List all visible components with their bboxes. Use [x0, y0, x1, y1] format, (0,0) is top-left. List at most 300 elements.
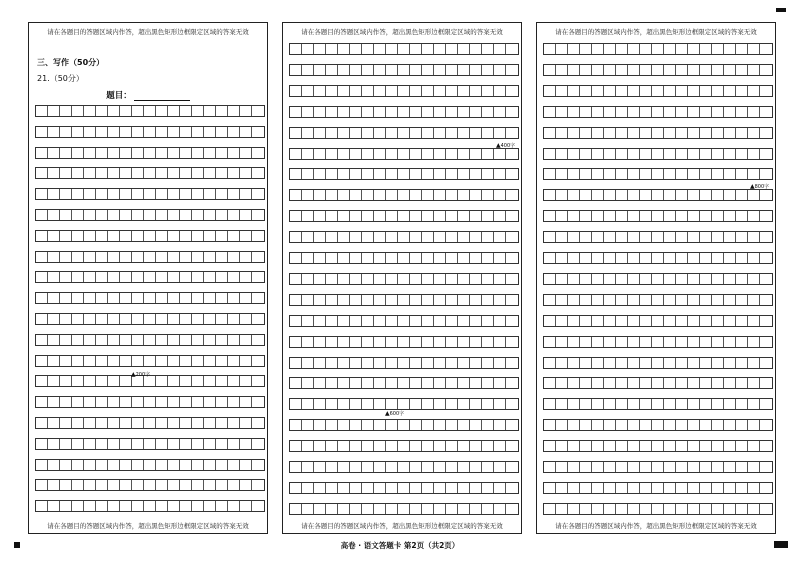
grid-cell[interactable] [216, 376, 228, 386]
grid-cell[interactable] [748, 483, 760, 493]
grid-cell[interactable] [700, 316, 712, 326]
grid-cell[interactable] [652, 295, 664, 305]
grid-cell[interactable] [350, 441, 362, 451]
grid-cell[interactable] [700, 274, 712, 284]
grid-cell[interactable] [156, 293, 168, 303]
grid-cell[interactable] [108, 189, 120, 199]
grid-cell[interactable] [506, 420, 518, 430]
grid-cell[interactable] [326, 504, 338, 514]
grid-row[interactable] [35, 105, 265, 117]
grid-cell[interactable] [374, 169, 386, 179]
grid-cell[interactable] [652, 504, 664, 514]
grid-cell[interactable] [48, 314, 60, 324]
grid-cell[interactable] [314, 169, 326, 179]
grid-cell[interactable] [180, 356, 192, 366]
grid-cell[interactable] [156, 272, 168, 282]
grid-cell[interactable] [664, 483, 676, 493]
grid-cell[interactable] [216, 335, 228, 345]
grid-cell[interactable] [156, 376, 168, 386]
grid-cell[interactable] [604, 504, 616, 514]
grid-cell[interactable] [652, 86, 664, 96]
grid-cell[interactable] [120, 148, 132, 158]
grid-cell[interactable] [72, 376, 84, 386]
grid-cell[interactable] [326, 128, 338, 138]
grid-cell[interactable] [544, 190, 556, 200]
grid-cell[interactable] [240, 148, 252, 158]
grid-cell[interactable] [338, 149, 350, 159]
grid-cell[interactable] [168, 418, 180, 428]
grid-cell[interactable] [108, 168, 120, 178]
grid-cell[interactable] [470, 337, 482, 347]
grid-cell[interactable] [580, 274, 592, 284]
grid-cell[interactable] [748, 190, 760, 200]
grid-cell[interactable] [168, 314, 180, 324]
grid-cell[interactable] [494, 316, 506, 326]
grid-cell[interactable] [446, 253, 458, 263]
grid-cell[interactable] [700, 504, 712, 514]
grid-cell[interactable] [676, 504, 688, 514]
grid-cell[interactable] [216, 127, 228, 137]
grid-cell[interactable] [374, 358, 386, 368]
grid-cell[interactable] [760, 107, 772, 117]
grid-cell[interactable] [180, 335, 192, 345]
grid-cell[interactable] [592, 149, 604, 159]
grid-cell[interactable] [494, 253, 506, 263]
grid-cell[interactable] [144, 210, 156, 220]
grid-cell[interactable] [204, 376, 216, 386]
grid-cell[interactable] [386, 211, 398, 221]
grid-cell[interactable] [240, 480, 252, 490]
grid-cell[interactable] [60, 148, 72, 158]
grid-cell[interactable] [362, 316, 374, 326]
grid-cell[interactable] [458, 483, 470, 493]
grid-cell[interactable] [96, 418, 108, 428]
grid-cell[interactable] [72, 272, 84, 282]
grid-cell[interactable] [314, 65, 326, 75]
grid-cell[interactable] [192, 376, 204, 386]
grid-cell[interactable] [458, 337, 470, 347]
grid-cell[interactable] [434, 504, 446, 514]
grid-cell[interactable] [216, 418, 228, 428]
grid-cell[interactable] [362, 149, 374, 159]
grid-cell[interactable] [748, 128, 760, 138]
grid-cell[interactable] [350, 169, 362, 179]
grid-cell[interactable] [494, 65, 506, 75]
grid-cell[interactable] [422, 128, 434, 138]
grid-cell[interactable] [386, 441, 398, 451]
grid-cell[interactable] [712, 128, 724, 138]
grid-cell[interactable] [180, 293, 192, 303]
grid-cell[interactable] [302, 295, 314, 305]
grid-cell[interactable] [482, 420, 494, 430]
grid-cell[interactable] [252, 272, 264, 282]
grid-cell[interactable] [350, 149, 362, 159]
grid-cell[interactable] [326, 169, 338, 179]
grid-cell[interactable] [290, 44, 302, 54]
grid-cell[interactable] [84, 356, 96, 366]
grid-cell[interactable] [422, 65, 434, 75]
grid-cell[interactable] [410, 86, 422, 96]
grid-cell[interactable] [748, 399, 760, 409]
grid-cell[interactable] [688, 358, 700, 368]
grid-cell[interactable] [96, 127, 108, 137]
grid-cell[interactable] [700, 190, 712, 200]
grid-cell[interactable] [568, 358, 580, 368]
grid-cell[interactable] [736, 65, 748, 75]
grid-cell[interactable] [216, 148, 228, 158]
grid-cell[interactable] [290, 169, 302, 179]
grid-cell[interactable] [398, 44, 410, 54]
grid-cell[interactable] [252, 460, 264, 470]
grid-cell[interactable] [156, 418, 168, 428]
grid-cell[interactable] [470, 86, 482, 96]
grid-cell[interactable] [712, 378, 724, 388]
grid-row[interactable] [543, 482, 773, 494]
grid-cell[interactable] [652, 211, 664, 221]
grid-row[interactable] [35, 251, 265, 263]
grid-cell[interactable] [506, 65, 518, 75]
grid-cell[interactable] [544, 441, 556, 451]
grid-cell[interactable] [144, 501, 156, 511]
grid-cell[interactable] [60, 480, 72, 490]
grid-cell[interactable] [120, 293, 132, 303]
grid-cell[interactable] [700, 253, 712, 263]
grid-cell[interactable] [604, 211, 616, 221]
grid-row[interactable] [289, 64, 519, 76]
grid-cell[interactable] [760, 358, 772, 368]
grid-cell[interactable] [290, 190, 302, 200]
grid-cell[interactable] [494, 86, 506, 96]
grid-cell[interactable] [700, 86, 712, 96]
grid-cell[interactable] [374, 128, 386, 138]
grid-cell[interactable] [640, 44, 652, 54]
grid-cell[interactable] [96, 252, 108, 262]
grid-cell[interactable] [314, 190, 326, 200]
grid-cell[interactable] [290, 483, 302, 493]
grid-cell[interactable] [108, 439, 120, 449]
grid-cell[interactable] [616, 504, 628, 514]
grid-cell[interactable] [144, 480, 156, 490]
grid-cell[interactable] [760, 44, 772, 54]
grid-cell[interactable] [36, 314, 48, 324]
grid-cell[interactable] [580, 128, 592, 138]
grid-cell[interactable] [736, 420, 748, 430]
grid-cell[interactable] [422, 44, 434, 54]
grid-cell[interactable] [386, 253, 398, 263]
grid-cell[interactable] [664, 337, 676, 347]
grid-cell[interactable] [386, 420, 398, 430]
grid-row[interactable] [543, 64, 773, 76]
grid-cell[interactable] [688, 128, 700, 138]
grid-cell[interactable] [604, 232, 616, 242]
grid-cell[interactable] [760, 232, 772, 242]
grid-cell[interactable] [302, 399, 314, 409]
grid-cell[interactable] [386, 399, 398, 409]
grid-cell[interactable] [736, 504, 748, 514]
grid-cell[interactable] [616, 462, 628, 472]
grid-cell[interactable] [688, 462, 700, 472]
grid-cell[interactable] [326, 149, 338, 159]
grid-cell[interactable] [494, 441, 506, 451]
grid-cell[interactable] [652, 316, 664, 326]
grid-cell[interactable] [568, 190, 580, 200]
grid-cell[interactable] [314, 504, 326, 514]
grid-cell[interactable] [446, 504, 458, 514]
grid-cell[interactable] [216, 231, 228, 241]
grid-cell[interactable] [724, 107, 736, 117]
grid-row[interactable] [35, 417, 265, 429]
grid-cell[interactable] [108, 356, 120, 366]
grid-row[interactable] [35, 147, 265, 159]
grid-cell[interactable] [748, 65, 760, 75]
grid-cell[interactable] [652, 378, 664, 388]
grid-cell[interactable] [192, 252, 204, 262]
grid-cell[interactable] [712, 86, 724, 96]
grid-cell[interactable] [470, 316, 482, 326]
grid-cell[interactable] [252, 397, 264, 407]
grid-cell[interactable] [156, 397, 168, 407]
grid-cell[interactable] [422, 504, 434, 514]
grid-cell[interactable] [180, 397, 192, 407]
grid-cell[interactable] [398, 107, 410, 117]
grid-cell[interactable] [374, 253, 386, 263]
grid-cell[interactable] [712, 483, 724, 493]
grid-cell[interactable] [302, 232, 314, 242]
grid-cell[interactable] [290, 316, 302, 326]
grid-cell[interactable] [108, 293, 120, 303]
grid-cell[interactable] [568, 107, 580, 117]
grid-cell[interactable] [216, 168, 228, 178]
grid-cell[interactable] [84, 480, 96, 490]
grid-cell[interactable] [556, 169, 568, 179]
grid-cell[interactable] [302, 190, 314, 200]
grid-cell[interactable] [724, 420, 736, 430]
grid-cell[interactable] [72, 168, 84, 178]
grid-cell[interactable] [96, 376, 108, 386]
grid-cell[interactable] [60, 168, 72, 178]
grid-cell[interactable] [640, 378, 652, 388]
grid-cell[interactable] [700, 337, 712, 347]
grid-cell[interactable] [216, 293, 228, 303]
grid-cell[interactable] [604, 337, 616, 347]
grid-cell[interactable] [736, 337, 748, 347]
grid-cell[interactable] [386, 128, 398, 138]
grid-cell[interactable] [132, 127, 144, 137]
grid-cell[interactable] [410, 504, 422, 514]
grid-cell[interactable] [580, 44, 592, 54]
grid-cell[interactable] [482, 149, 494, 159]
grid-cell[interactable] [338, 86, 350, 96]
grid-row[interactable] [543, 357, 773, 369]
grid-cell[interactable] [628, 211, 640, 221]
grid-cell[interactable] [580, 253, 592, 263]
grid-cell[interactable] [676, 232, 688, 242]
grid-cell[interactable] [544, 378, 556, 388]
grid-cell[interactable] [144, 439, 156, 449]
grid-cell[interactable] [592, 65, 604, 75]
grid-cell[interactable] [676, 253, 688, 263]
grid-cell[interactable] [144, 189, 156, 199]
grid-cell[interactable] [156, 356, 168, 366]
essay-title-blank[interactable] [134, 91, 190, 101]
grid-cell[interactable] [688, 44, 700, 54]
grid-cell[interactable] [120, 439, 132, 449]
grid-cell[interactable] [544, 462, 556, 472]
grid-cell[interactable] [290, 378, 302, 388]
grid-cell[interactable] [556, 295, 568, 305]
grid-cell[interactable] [556, 337, 568, 347]
grid-cell[interactable] [422, 253, 434, 263]
grid-cell[interactable] [326, 483, 338, 493]
grid-cell[interactable] [724, 378, 736, 388]
grid-cell[interactable] [676, 441, 688, 451]
grid-cell[interactable] [240, 168, 252, 178]
grid-cell[interactable] [290, 211, 302, 221]
grid-cell[interactable] [168, 439, 180, 449]
grid-cell[interactable] [314, 399, 326, 409]
grid-cell[interactable] [48, 418, 60, 428]
grid-cell[interactable] [458, 169, 470, 179]
grid-cell[interactable] [470, 358, 482, 368]
grid-cell[interactable] [96, 314, 108, 324]
grid-cell[interactable] [350, 107, 362, 117]
grid-cell[interactable] [482, 107, 494, 117]
grid-cell[interactable] [180, 106, 192, 116]
grid-cell[interactable] [506, 295, 518, 305]
grid-cell[interactable] [144, 356, 156, 366]
grid-cell[interactable] [350, 504, 362, 514]
grid-cell[interactable] [506, 337, 518, 347]
grid-cell[interactable] [652, 128, 664, 138]
grid-row[interactable] [543, 273, 773, 285]
grid-cell[interactable] [84, 439, 96, 449]
grid-cell[interactable] [192, 168, 204, 178]
grid-cell[interactable] [386, 107, 398, 117]
grid-cell[interactable] [410, 420, 422, 430]
grid-cell[interactable] [652, 149, 664, 159]
grid-cell[interactable] [216, 397, 228, 407]
grid-cell[interactable] [410, 232, 422, 242]
grid-cell[interactable] [748, 44, 760, 54]
grid-cell[interactable] [580, 232, 592, 242]
grid-cell[interactable] [290, 441, 302, 451]
grid-cell[interactable] [302, 149, 314, 159]
grid-row[interactable] [289, 294, 519, 306]
grid-cell[interactable] [434, 44, 446, 54]
grid-cell[interactable] [700, 169, 712, 179]
grid-cell[interactable] [374, 316, 386, 326]
grid-row[interactable] [543, 315, 773, 327]
grid-cell[interactable] [240, 189, 252, 199]
grid-cell[interactable] [84, 376, 96, 386]
grid-row[interactable] [289, 503, 519, 515]
grid-cell[interactable] [96, 356, 108, 366]
grid-cell[interactable] [688, 504, 700, 514]
grid-cell[interactable] [398, 378, 410, 388]
grid-cell[interactable] [132, 168, 144, 178]
grid-cell[interactable] [482, 232, 494, 242]
grid-cell[interactable] [568, 378, 580, 388]
grid-cell[interactable] [72, 210, 84, 220]
grid-cell[interactable] [144, 168, 156, 178]
grid-cell[interactable] [676, 337, 688, 347]
grid-cell[interactable] [338, 190, 350, 200]
grid-cell[interactable] [676, 149, 688, 159]
grid-cell[interactable] [168, 168, 180, 178]
grid-cell[interactable] [580, 399, 592, 409]
grid-cell[interactable] [84, 418, 96, 428]
grid-cell[interactable] [72, 460, 84, 470]
grid-cell[interactable] [592, 483, 604, 493]
grid-cell[interactable] [422, 462, 434, 472]
grid-cell[interactable] [168, 252, 180, 262]
grid-cell[interactable] [616, 295, 628, 305]
grid-cell[interactable] [556, 65, 568, 75]
grid-cell[interactable] [180, 460, 192, 470]
grid-cell[interactable] [350, 378, 362, 388]
grid-cell[interactable] [36, 418, 48, 428]
grid-cell[interactable] [120, 168, 132, 178]
grid-cell[interactable] [604, 65, 616, 75]
grid-cell[interactable] [700, 378, 712, 388]
grid-cell[interactable] [192, 418, 204, 428]
grid-cell[interactable] [108, 480, 120, 490]
grid-cell[interactable] [760, 169, 772, 179]
grid-cell[interactable] [410, 462, 422, 472]
grid-row[interactable] [35, 313, 265, 325]
grid-cell[interactable] [700, 149, 712, 159]
grid-cell[interactable] [616, 128, 628, 138]
grid-cell[interactable] [192, 439, 204, 449]
grid-cell[interactable] [604, 378, 616, 388]
grid-cell[interactable] [180, 189, 192, 199]
grid-cell[interactable] [302, 44, 314, 54]
grid-cell[interactable] [350, 337, 362, 347]
grid-cell[interactable] [192, 210, 204, 220]
grid-cell[interactable] [338, 316, 350, 326]
grid-cell[interactable] [216, 480, 228, 490]
grid-cell[interactable] [216, 106, 228, 116]
grid-cell[interactable] [314, 44, 326, 54]
grid-cell[interactable] [664, 65, 676, 75]
grid-cell[interactable] [664, 253, 676, 263]
grid-cell[interactable] [568, 128, 580, 138]
grid-cell[interactable] [338, 399, 350, 409]
grid-cell[interactable] [314, 378, 326, 388]
grid-cell[interactable] [84, 252, 96, 262]
grid-cell[interactable] [48, 460, 60, 470]
grid-cell[interactable] [506, 149, 518, 159]
grid-cell[interactable] [302, 169, 314, 179]
grid-cell[interactable] [712, 190, 724, 200]
grid-cell[interactable] [580, 190, 592, 200]
grid-cell[interactable] [108, 231, 120, 241]
grid-cell[interactable] [180, 168, 192, 178]
grid-cell[interactable] [314, 441, 326, 451]
grid-cell[interactable] [326, 107, 338, 117]
grid-cell[interactable] [338, 211, 350, 221]
grid-cell[interactable] [628, 316, 640, 326]
grid-cell[interactable] [374, 86, 386, 96]
grid-cell[interactable] [48, 335, 60, 345]
grid-cell[interactable] [712, 149, 724, 159]
grid-cell[interactable] [290, 462, 302, 472]
grid-cell[interactable] [556, 378, 568, 388]
grid-cell[interactable] [580, 462, 592, 472]
grid-row[interactable] [543, 252, 773, 264]
grid-cell[interactable] [48, 231, 60, 241]
grid-cell[interactable] [736, 295, 748, 305]
